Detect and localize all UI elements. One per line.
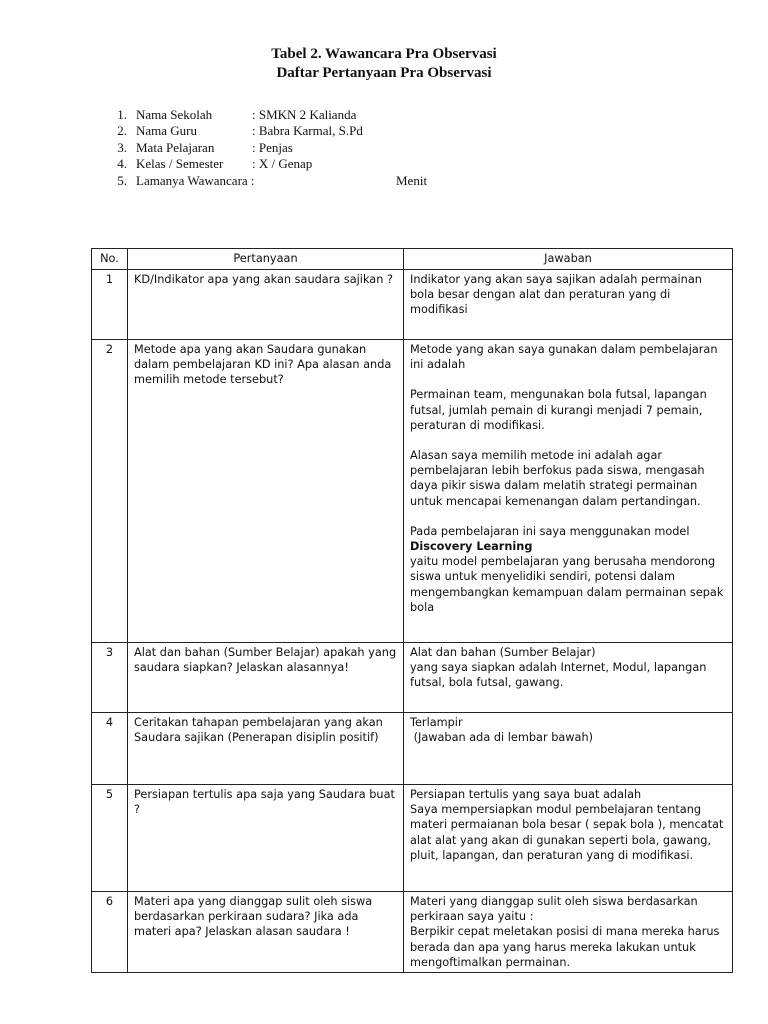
answer-text: Berpikir cepat meletakan posisi di mana mereka harus berada dan apa yang harus mereka lakukan untuk mengoftimalkan permainan.	[410, 925, 720, 969]
answer-text: Pada pembelajaran ini saya menggunakan model	[410, 524, 690, 538]
answer-text: Terlampir	[410, 716, 463, 729]
answer-text: Alasan saya memilih metode ini adalah agar pembelajaran lebih berfokus pada siswa, mengasah daya pikir siswa dalam melatih strategi permainan untuk mencapai kemenangan dalam pertandingan.	[410, 449, 705, 508]
info-number: 1.	[117, 107, 127, 122]
answer-text: Metode yang akan saya gunakan dalam pembelajaran ini adalah	[410, 343, 718, 372]
answer-text: Saya mempersiapkan modul pembelajaran tentang materi permaianan bola besar ( sepak bola ), mencatat alat alat yang akan di gunakan seperti bola, gawang, pluit, lapangan, dan peraturan yang di modifikasi.	[410, 803, 724, 862]
table-row	[92, 340, 733, 643]
info-number: 2.	[117, 123, 127, 139]
info-number: 3.	[117, 139, 127, 155]
answer-text: (Jawaban ada di lembar bawah)	[410, 731, 594, 745]
info-label: Nama Guru	[136, 123, 198, 139]
answer-model-name: Discovery Learning	[410, 540, 533, 554]
info-label: Kelas / Semester	[136, 156, 224, 172]
answer-text: Persiapan tertulis yang saya buat adalah	[410, 788, 642, 801]
table-row	[92, 713, 733, 785]
info-unit: Menit	[396, 172, 428, 188]
row-number: 2	[92, 340, 128, 643]
info-value: : Penjas	[252, 139, 293, 155]
document-subtitle: Daftar Pertanyaan Pra Observasi	[276, 65, 492, 81]
row-number: 5	[92, 785, 128, 892]
info-label: Mata Pelajaran	[136, 139, 215, 155]
table-row	[92, 785, 733, 892]
info-value: : SMKN 2 Kalianda	[252, 107, 357, 122]
table-header-row	[92, 249, 733, 270]
answer-text: Indikator yang akan saya sajikan adalah permainan bola besar dengan alat dan peraturan yang di modifikasi	[410, 273, 702, 317]
answer-text: Materi yang dianggap sulit oleh siswa berdasarkan perkiraan saya yaitu :	[410, 895, 698, 924]
interview-table	[91, 248, 733, 973]
row-number: 1	[92, 270, 128, 340]
table-row	[92, 643, 733, 713]
info-value: : X / Genap	[252, 156, 313, 172]
document-title: Tabel 2. Wawancara Pra Observasi	[271, 46, 497, 62]
answer-cell	[404, 785, 733, 892]
info-value: : Babra Karmal, S.Pd	[252, 123, 363, 139]
table-row	[92, 270, 733, 340]
row-number: 3	[92, 643, 128, 713]
answer-text: yaitu model pembelajaran yang berusaha mendorong siswa untuk menyelidiki sendiri, potensi dalam mengembangkan kemampuan dalam permainan sepak bola	[410, 555, 724, 614]
header-no: No.	[92, 249, 128, 270]
question-cell: Alat dan bahan (Sumber Belajar) apakah yang saudara siapkan? Jelaskan alasannya!	[128, 643, 404, 713]
answer-cell	[404, 713, 733, 785]
table-row	[92, 892, 733, 973]
question-cell: Ceritakan tahapan pembelajaran yang akan Saudara sajikan (Penerapan disiplin positif)	[128, 713, 404, 785]
info-number: 5.	[117, 172, 127, 188]
info-label: Lamanya Wawancara :	[136, 172, 255, 188]
row-number: 4	[92, 713, 128, 785]
answer-cell	[404, 340, 733, 643]
answer-text: Alat dan bahan (Sumber Belajar)	[410, 646, 596, 659]
answer-cell	[404, 270, 733, 340]
answer-text: Permainan team, mengunakan bola futsal, lapangan futsal, jumlah pemain di kurangi menjadi 7 pemain, peraturan di modifikasi.	[410, 388, 707, 432]
question-cell: Materi apa yang dianggap sulit oleh siswa berdasarkan perkiraan sudara? Jika ada materi apa? Jelaskan alasan saudara !	[128, 892, 404, 973]
question-cell: KD/Indikator apa yang akan saudara sajikan ?	[128, 270, 404, 340]
header-question: Pertanyaan	[128, 249, 404, 270]
answer-cell	[404, 643, 733, 713]
answer-cell	[404, 892, 733, 973]
info-number: 4.	[117, 156, 127, 172]
question-cell: Metode apa yang akan Saudara gunakan dalam pembelajaran KD ini? Apa alasan anda memilih metode tersebut?	[128, 340, 404, 643]
answer-text: yang saya siapkan adalah Internet, Modul, lapangan futsal, bola futsal, gawang.	[410, 661, 707, 690]
header-answer: Jawaban	[404, 249, 733, 270]
question-cell: Persiapan tertulis apa saja yang Saudara buat ?	[128, 785, 404, 892]
info-label: Nama Sekolah	[136, 107, 213, 122]
row-number: 6	[92, 892, 128, 973]
